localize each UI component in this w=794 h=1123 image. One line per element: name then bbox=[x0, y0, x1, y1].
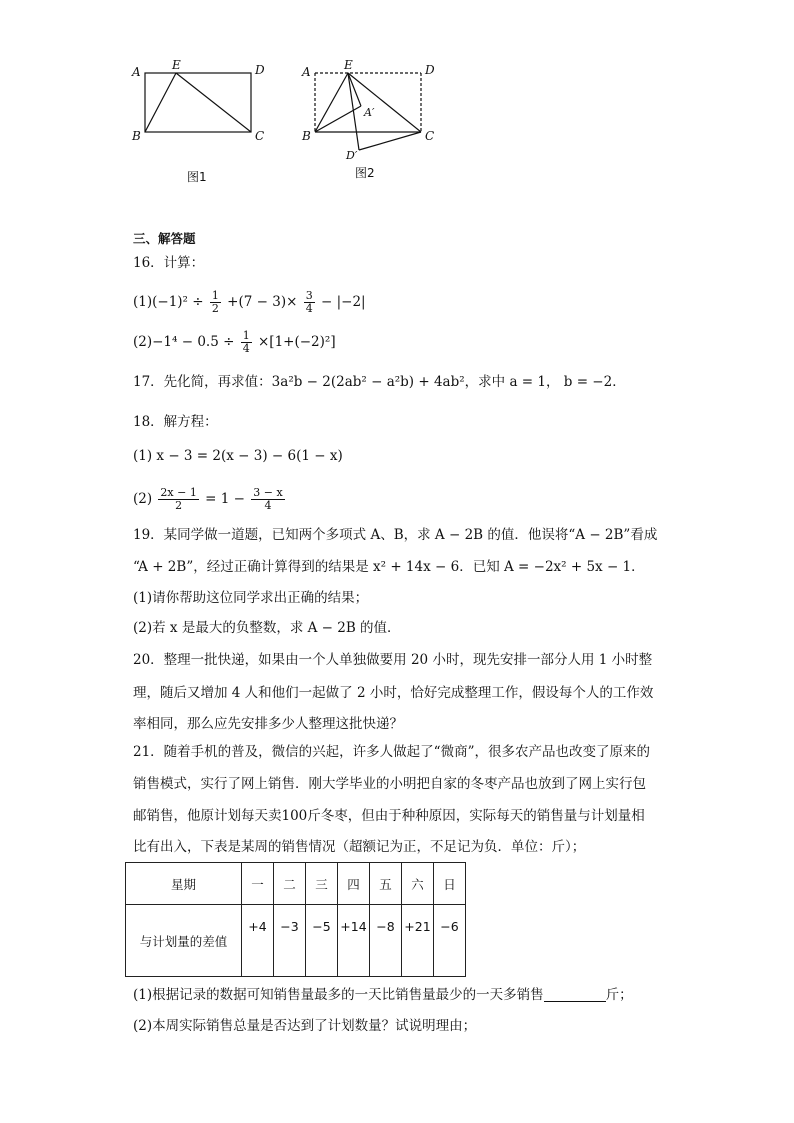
fig2-label-d: D bbox=[425, 63, 435, 77]
fig1-label-e: E bbox=[172, 58, 181, 72]
fig2-label-d-prime: D′ bbox=[346, 149, 358, 162]
fraction-denominator: 2 bbox=[175, 499, 183, 512]
fig2-label-b: B bbox=[302, 129, 311, 143]
fig1-label-a: A bbox=[132, 65, 141, 79]
fraction-numerator: 1 bbox=[242, 329, 250, 342]
q16-part1 bbox=[133, 290, 366, 315]
table-header-difference: 与计划量的差值 bbox=[126, 905, 242, 977]
fraction-numerator: 3 − x bbox=[253, 486, 283, 499]
table-header-weekday: 星期 bbox=[126, 863, 242, 905]
fig2-label-c: C bbox=[425, 129, 435, 143]
q16-p1-fraction bbox=[210, 290, 221, 315]
segment-ed1 bbox=[348, 73, 359, 150]
q16-p1-suffix: − |−2| bbox=[321, 294, 366, 310]
fraction-denominator: 4 bbox=[264, 499, 272, 512]
segment-d1c bbox=[359, 132, 421, 150]
fraction-denominator: 4 bbox=[242, 342, 250, 355]
answer-blank[interactable] bbox=[544, 987, 606, 1002]
segment-ec bbox=[176, 73, 251, 132]
sales-table bbox=[125, 862, 466, 977]
q16-p1-mid: +(7 − 3)× bbox=[227, 294, 298, 310]
table-day-cell: 二 bbox=[274, 863, 306, 905]
q16-p2-prefix: (2)−1⁴ − 0.5 ÷ bbox=[133, 334, 235, 350]
figure-1 bbox=[128, 58, 278, 153]
q18-part1: (1) x − 3 = 2(x − 3) − 6(1 − x) bbox=[133, 448, 343, 464]
q16-stem: 16．计算： bbox=[133, 255, 205, 271]
table-row-days bbox=[126, 863, 466, 905]
q18-p2-prefix: (2) bbox=[133, 491, 153, 507]
table-day-cell: 日 bbox=[434, 863, 466, 905]
q21-line-4: 比有出入，下表是某周的销售情况（超额记为正，不足记为负．单位：斤）； bbox=[133, 839, 586, 855]
q16-p2-suffix: ×[1+(−2)²] bbox=[258, 334, 336, 350]
figure-1-caption: 图1 bbox=[187, 170, 207, 184]
q21-line-1: 21．随着手机的普及，微信的兴起，许多人做起了“微商”，很多农产品也改变了原来的 bbox=[133, 744, 650, 760]
table-day-cell: 四 bbox=[338, 863, 370, 905]
fig2-label-a: A bbox=[302, 65, 311, 79]
q19-line-2: “A + 2B”，经过正确计算得到的结果是 x² + 14x − 6．已知 A = −2x² + 5x − 1． bbox=[133, 559, 645, 575]
table-day-cell: 三 bbox=[306, 863, 338, 905]
q18-p2-fraction-1 bbox=[158, 487, 198, 512]
q20-line-3: 率相同，那么应先安排多少人整理这批快递？ bbox=[133, 716, 403, 732]
fraction-denominator: 4 bbox=[305, 302, 313, 315]
table-day-cell: 一 bbox=[242, 863, 274, 905]
q21-p1-prefix: (1)根据记录的数据可知销售量最多的一天比销售量最少的一天多销售 bbox=[133, 987, 544, 1003]
table-value-cell: +14 bbox=[338, 905, 370, 977]
q16-part2 bbox=[133, 330, 336, 355]
q21-part1 bbox=[133, 985, 633, 1005]
table-value-cell: +21 bbox=[402, 905, 434, 977]
q18-p2-mid: = 1 − bbox=[205, 491, 245, 507]
fig2-label-a-prime: A′ bbox=[364, 106, 375, 119]
fraction-denominator: 2 bbox=[211, 302, 219, 315]
q18-stem: 18．解方程： bbox=[133, 414, 218, 430]
q16-p1-fraction-2 bbox=[304, 290, 315, 315]
table-row-differences bbox=[126, 905, 466, 977]
table-value-cell: −6 bbox=[434, 905, 466, 977]
table-value-cell: −8 bbox=[370, 905, 402, 977]
q18-part2 bbox=[133, 487, 287, 512]
q17-text: 17．先化简，再求值：3a²b − 2(2ab² − a²b) + 4ab²，求中 a = 1， b = −2． bbox=[133, 374, 626, 390]
q16-p2-fraction bbox=[241, 330, 252, 355]
q16-p1-prefix: (1)(−1)² ÷ bbox=[133, 294, 204, 310]
q19-part1: (1)请你帮助这位同学求出正确的结果； bbox=[133, 590, 369, 606]
section-heading: 三、解答题 bbox=[133, 231, 196, 246]
q20-line-2: 理，随后又增加 4 人和他们一起做了 2 小时，恰好完成整理工作，假设每个人的工作效 bbox=[133, 685, 654, 701]
q21-line-3: 邮销售，他原计划每天卖100斤冬枣，但由于种种原因，实际每天的销售量与计划量相 bbox=[133, 808, 645, 824]
fig2-label-e: E bbox=[344, 58, 353, 72]
q19-line-1: 19．某同学做一道题，已知两个多项式 A、B，求 A − 2B 的值．他误将“A − 2B”看成 bbox=[133, 527, 658, 543]
q19-part2: (2)若 x 是最大的负整数，求 A − 2B 的值． bbox=[133, 620, 401, 636]
table-value-cell: −3 bbox=[274, 905, 306, 977]
q21-line-2: 销售模式，实行了网上销售．刚大学毕业的小明把自家的冬枣产品也放到了网上实行包 bbox=[133, 776, 646, 792]
segment-eb bbox=[145, 73, 176, 132]
table-value-cell: +4 bbox=[242, 905, 274, 977]
figure-2-caption: 图2 bbox=[355, 166, 375, 180]
figure-2 bbox=[298, 58, 448, 168]
fig1-label-c: C bbox=[255, 129, 265, 143]
q20-line-1: 20．整理一批快递，如果由一个人单独做要用 20 小时，现先安排一部分人用 1 小时整 bbox=[133, 652, 653, 668]
fig1-label-b: B bbox=[132, 129, 141, 143]
segment-ec bbox=[348, 73, 421, 132]
table-day-cell: 六 bbox=[402, 863, 434, 905]
fig1-label-d: D bbox=[255, 63, 265, 77]
fraction-numerator: 1 bbox=[211, 289, 219, 302]
q21-p1-suffix: 斤； bbox=[605, 987, 633, 1003]
q18-p2-fraction-2 bbox=[251, 487, 284, 512]
fraction-numerator: 3 bbox=[305, 289, 313, 302]
table-value-cell: −5 bbox=[306, 905, 338, 977]
q21-part2: (2)本周实际销售总量是否达到了计划数量？试说明理由； bbox=[133, 1018, 477, 1034]
table-day-cell: 五 bbox=[370, 863, 402, 905]
fraction-numerator: 2x − 1 bbox=[160, 486, 197, 499]
